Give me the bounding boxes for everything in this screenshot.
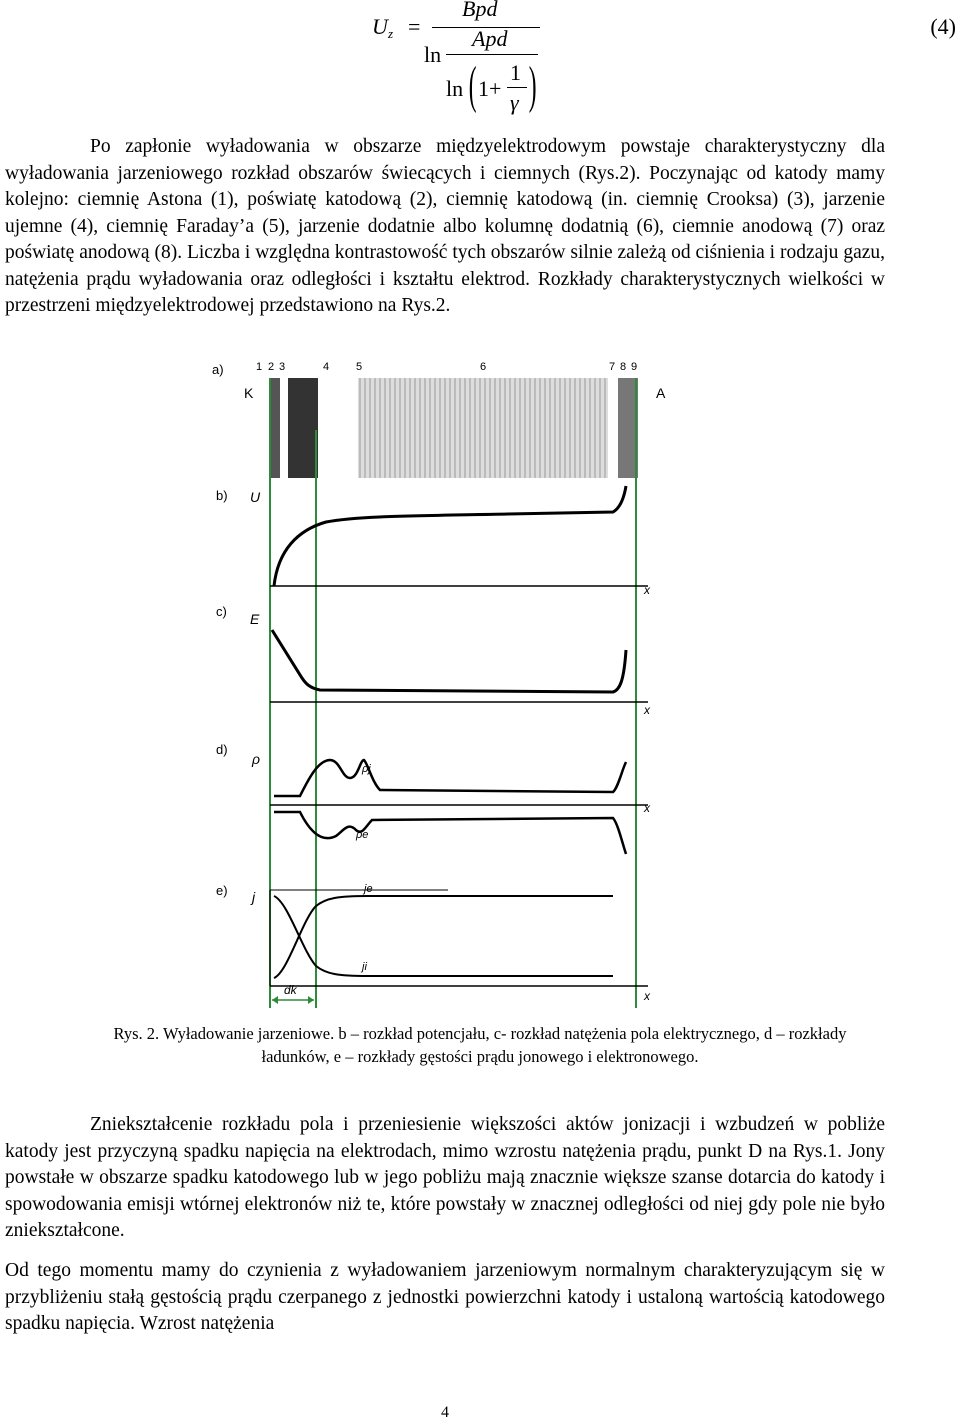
eq-small-fraction-bar <box>507 87 527 88</box>
cathode-glow-region <box>270 378 280 478</box>
eq-ln-inner: ln <box>446 76 464 101</box>
y-label-U: U <box>250 489 261 505</box>
region-number-4: 4 <box>323 361 330 373</box>
field-curve <box>272 630 626 692</box>
eq-one-plus: 1+ <box>478 76 502 101</box>
equation-number: (4) <box>930 14 956 39</box>
y-label-rho: ρ <box>252 751 261 767</box>
panel-b <box>216 486 651 597</box>
figure-caption <box>0 1022 960 1068</box>
panel-e <box>216 883 651 1004</box>
rho-j-label: ρj <box>362 763 371 775</box>
eq-equals: = <box>408 14 421 39</box>
figure-glow-discharge <box>208 360 688 1010</box>
region-number-8: 8 <box>620 361 627 373</box>
dk-label: dk <box>284 983 297 997</box>
paragraph-1: Po zapłonie wyładowania w obszarze międzyelektrodowym powstaje charakterystyczny dla wyładowania jarzeniowego rozkład obszarów świecących i ciemnych (Rys.2). Poczynając od katody mamy kolejno: ciemnię Astona (1), poświatę katodową (2), ciemnię katodową (in. ciemnię Crooksa) (3), jarzenie ujemne (4), ciemnię Faraday’a (5), jarzenie dodatnie albo kolumnę dodatnią (6), ciemnie anodową (7) oraz poświatę anodową (8). Liczba i względna kontrastowość tych obszarów silnie zależą od ciśnienia i rodzaju gazu, natężenia prądu wyładowania oraz odległości i kształtu elektrod. Rozkłady charakterystycznych wielkości w przestrzeni międzyelektrodowej przedstawiono na Rys.2. <box>5 136 885 316</box>
figure-svg <box>208 360 688 1010</box>
cathode-label: K <box>244 385 254 401</box>
negative-glow-region <box>288 378 318 478</box>
eq-lhs: U <box>372 14 388 39</box>
panel-label-c: c) <box>216 604 227 619</box>
region-number-3: 3 <box>279 361 286 373</box>
caption-line-2: ładunków, e – rozkłady gęstości prądu jonowego i elektronowego. <box>261 1047 699 1066</box>
region-number-6: 6 <box>480 361 487 373</box>
panel-c <box>216 604 651 717</box>
region-number-9: 9 <box>631 361 638 373</box>
page-number: 4 <box>441 1404 449 1421</box>
total-current-guide <box>270 890 448 986</box>
panel-label-b: b) <box>216 488 228 503</box>
rho-e-curve <box>274 812 626 854</box>
paragraph-3: Od tego momentu mamy do czynienia z wyładowaniem jarzeniowym normalnym charakteryzującym się w przybliżeniu stałą gęstością prądu czerpanego z jednostki powierzchni katody i ustaloną wartością katodowego spadku napięcia. Wzrost natężenia <box>5 1260 885 1334</box>
region-number-2: 2 <box>268 361 275 373</box>
eq-numerator: Bpd <box>462 0 498 21</box>
region-number-5: 5 <box>356 361 363 373</box>
paragraph-2: Zniekształcenie rozkładu pola i przeniesienie większości aktów jonizacji i wzbudzeń w pobliże katody jest przyczyną spadku napięcia na elektrodach, mimo wzrostu natężenia prądu, punkt D na Rys.1. Jony powstałe w obszarze spadku katodowego lub w jego pobliżu mają znacznie większe szanse dotarcia do katody i spowodowania emisji wtórnej elektronów niż te, które powstały w znacznej odległości od niej gdy pole nie było zniekształcone. <box>5 1114 885 1241</box>
x-label-d: x <box>644 801 650 815</box>
rho-e-label: ρe <box>356 829 369 841</box>
eq-inner-numerator: Apd <box>472 26 508 51</box>
eq-right-paren: ) <box>528 57 537 114</box>
y-label-j: j <box>252 889 256 905</box>
rho-j-curve <box>274 760 626 796</box>
eq-ln-outer: ln <box>424 42 442 67</box>
x-label-b: x <box>644 583 650 597</box>
panel-label-e: e) <box>216 883 228 898</box>
eq-lhs-sub: z <box>388 26 394 41</box>
panel-label-a: a) <box>212 362 224 377</box>
eq-gamma: γ <box>510 90 519 115</box>
x-label-c: x <box>644 703 650 717</box>
eq-frac-one: 1 <box>510 60 521 85</box>
region-number-7: 7 <box>609 361 616 373</box>
j-i-curve <box>274 896 613 976</box>
j-e-label: je <box>364 883 373 895</box>
anode-label: A <box>656 385 666 401</box>
panel-label-d: d) <box>216 742 228 757</box>
y-label-E: E <box>250 611 260 627</box>
eq-inner-fraction-bar <box>446 54 538 55</box>
j-i-label: ji <box>362 961 367 973</box>
caption-line-1: Rys. 2. Wyładowanie jarzeniowe. b – rozkład potencjału, c- rozkład natężenia pola elektrycznego, d – rozkłady <box>113 1024 847 1043</box>
x-label-e: x <box>644 989 650 1003</box>
region-number-1: 1 <box>256 361 263 373</box>
panel-a <box>212 361 666 478</box>
eq-left-paren: ( <box>468 57 477 114</box>
equation <box>360 0 560 125</box>
panel-d <box>216 742 651 854</box>
j-e-curve <box>274 896 613 978</box>
potential-curve <box>274 486 626 586</box>
